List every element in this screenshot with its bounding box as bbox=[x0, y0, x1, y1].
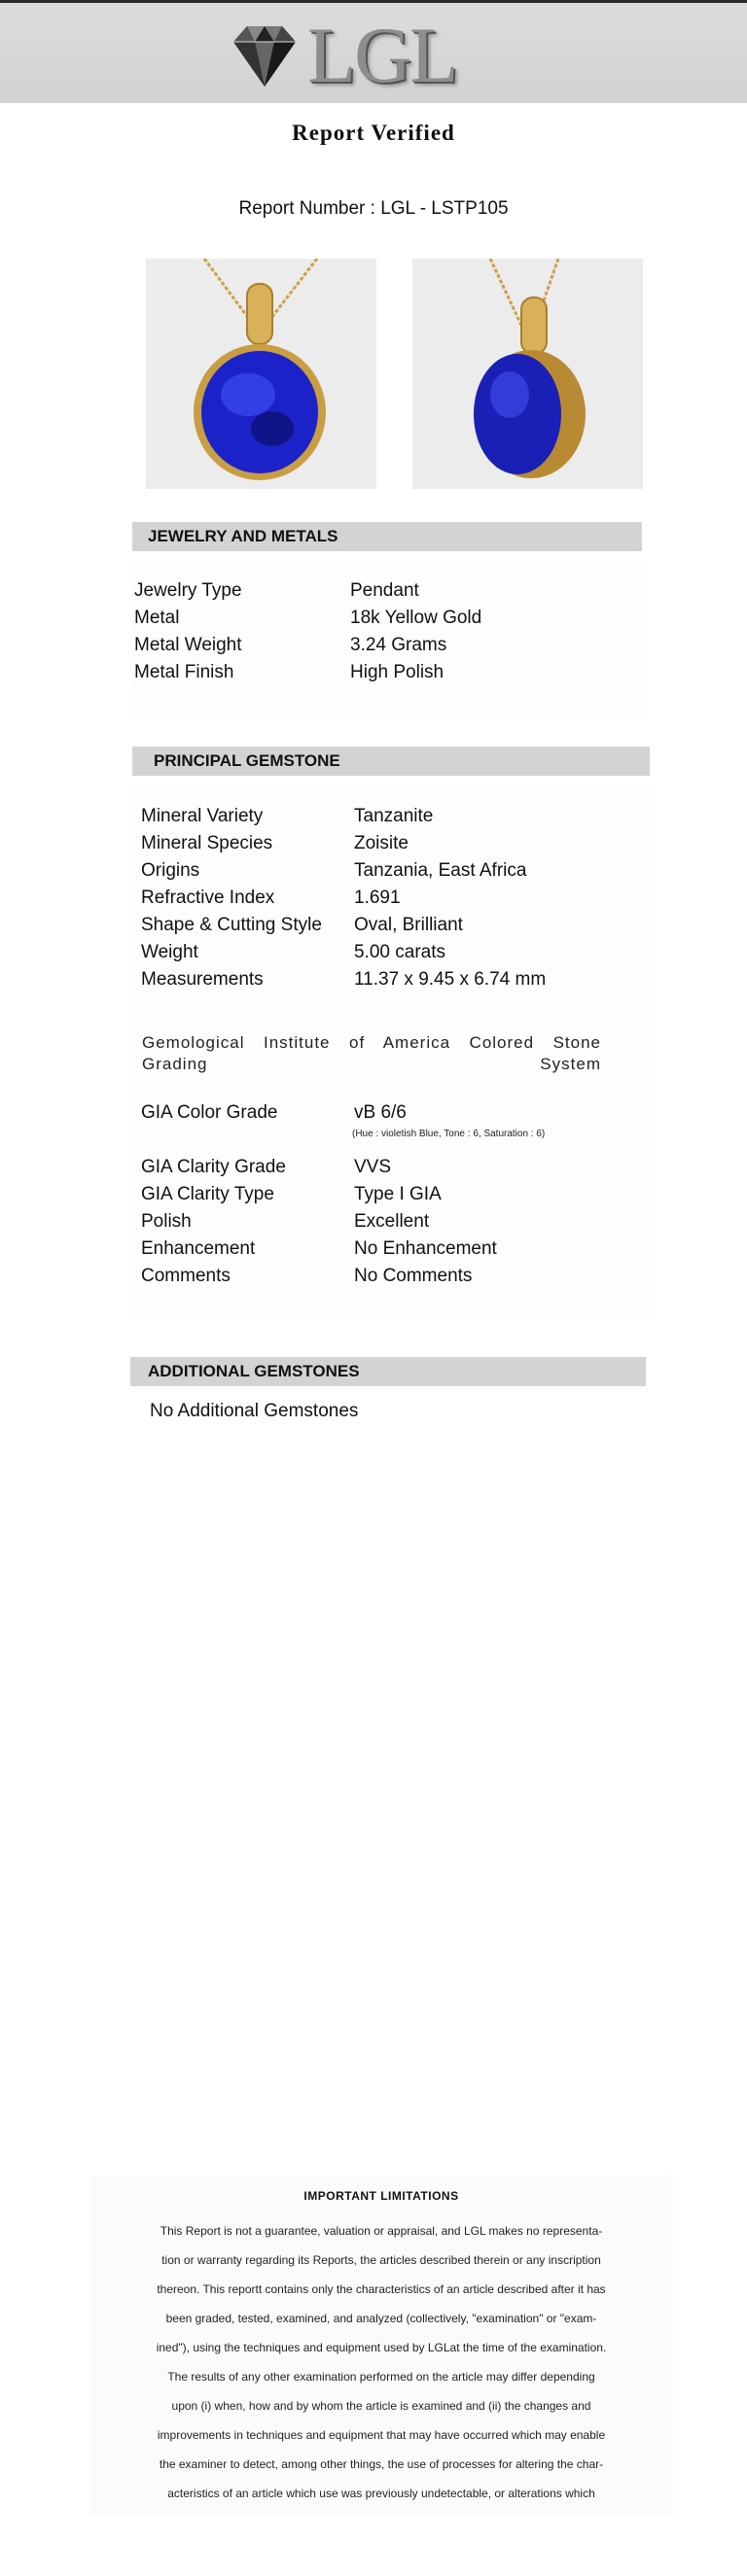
limitations-line: acteristics of an article which use was previously undetectable, or alterations which bbox=[167, 2487, 595, 2500]
additional-heading: ADDITIONAL GEMSTONES bbox=[148, 1362, 360, 1380]
gemstone-section-header bbox=[132, 747, 650, 776]
gemstone-heading: PRINCIPAL GEMSTONE bbox=[154, 751, 340, 770]
lgl-logo bbox=[226, 11, 457, 99]
limitations-heading: IMPORTANT LIMITATIONS bbox=[303, 2189, 459, 2203]
pendant-front-photo bbox=[146, 259, 376, 489]
logo-text: LGL bbox=[307, 11, 457, 99]
gemstone-panel: Mineral Variety Tanzanite Mineral Species Zoisite Origins Tanzania, East Africa Refractive Index 1.691 Shape & Cutting Style Oval, Brilliant Weight 5.00 carats Measurements 11.37 x 9.45 x 6.74 mm bbox=[132, 785, 650, 1320]
jewelry-section-header bbox=[132, 522, 642, 551]
report-number: Report Number : LGL - LSTP105 bbox=[238, 198, 509, 219]
limitations-line: ined"), using the techniques and equipment used by LGLat the time of the examination. bbox=[156, 2341, 607, 2354]
diamond-icon bbox=[226, 20, 303, 90]
limitations-line: This Report is not a guarantee, valuation or appraisal, and LGL makes no representa- bbox=[160, 2224, 603, 2238]
gia-system-title: Gemological Institute of America Colored Stone Grading System bbox=[142, 1033, 601, 1073]
pendant-side-photo bbox=[412, 259, 643, 489]
limitations-line: upon (i) when, how and by whom the article is examined and (ii) the changes and bbox=[171, 2399, 591, 2413]
limitations-line: thereon. This reportt contains only the characteristics of an article described after it has bbox=[157, 2282, 606, 2296]
limitations-line: been graded, tested, examined, and analyzed (collectively, "examination" or "exam- bbox=[165, 2312, 597, 2325]
limitations-line: the examiner to detect, among other things, the use of processes for altering the char- bbox=[159, 2457, 604, 2471]
additional-section-header bbox=[130, 1357, 646, 1386]
jewelry-panel: Jewelry Type Pendant Metal 18k Yellow Gold Metal Weight 3.24 Grams Metal Finish High Polish bbox=[132, 564, 642, 719]
page-title: Report Verified bbox=[292, 121, 455, 145]
jewelry-heading: JEWELRY AND METALS bbox=[148, 527, 338, 545]
color-grade-note: (Hue : violetish Blue, Tone : 6, Saturation : 6) bbox=[352, 1129, 546, 1139]
limitations-panel bbox=[89, 2176, 673, 2516]
header-banner bbox=[0, 3, 747, 103]
limitations-line: improvements in techniques and equipment that may have occurred which may enable bbox=[157, 2428, 606, 2442]
limitations-line: The results of any other examination performed on the article may differ depending bbox=[167, 2370, 595, 2384]
limitations-line: tion or warranty regarding its Reports, the articles described therein or any inscription bbox=[161, 2253, 601, 2267]
additional-text: No Additional Gemstones bbox=[150, 1401, 359, 1421]
